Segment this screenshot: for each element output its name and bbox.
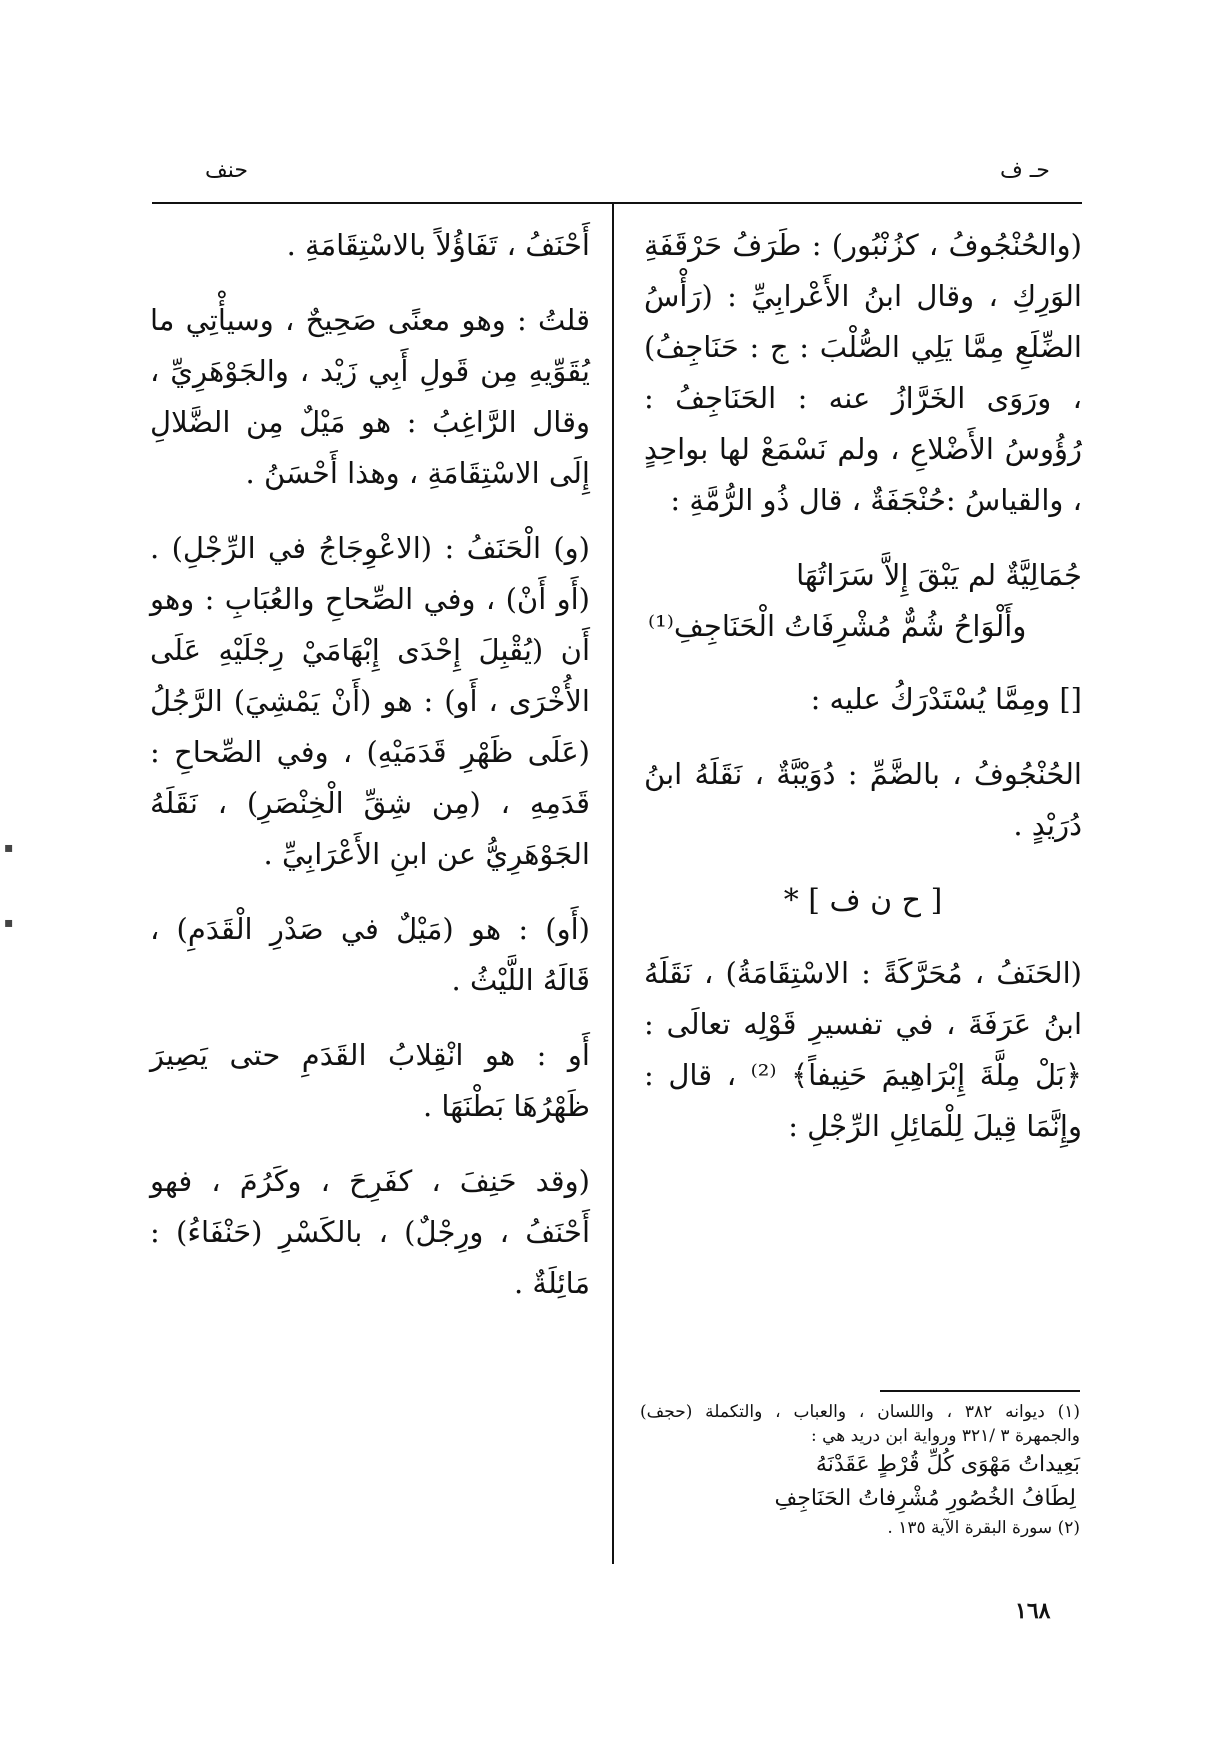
- scan-edge-mark: ▪: [4, 915, 14, 931]
- verse-second-hemistich: وأَلْوَاحُ شُمٌّ مُشْرِفَاتُ الْحَنَاجِفِ⁽¹⁾: [648, 609, 1027, 643]
- page-number: ١٦٨: [1015, 1598, 1051, 1624]
- footnote-2: (٢) سورة البقرة الآية ١٣٥ .: [887, 1518, 1080, 1538]
- footnote-verse-line-1: بَعِيداتُ مَهْوَى كُلِّ قُرْطٍ عَقَدْنَهُ: [815, 1452, 1080, 1477]
- left-paragraph-3: (و) الْحَنَفُ : (الاعْوِجَاجُ في الرِّجْلِ) . (أَو أَنْ) ، وفي الصِّحاحِ والعُبَابِ : وهو أَن (يُقْبِلَ إِحْدَى إِبْهَامَيْ رِجْلَيْهِ عَلَى الأُخْرَى ، أَو) : هو (أَنْ يَمْشِيَ) الرَّجُلُ (عَلَى ظَهْرِ قَدَمَيْهِ) ، وفي الصِّحاحِ : قَدَمِهِ ، (مِن شِقِّ الْخِنْصَرِ) ، نَقَلَهُ الجَوْهَرِيُّ عن ابنِ الأَعْرَابِيِّ .: [150, 531, 590, 871]
- footnote-1: (١) ديوانه ٣٨٢ ، واللسان ، والعباب ، والتكملة (حجف) والجمهرة ٣ /٣٢١ ورواية ابن دريد هي :: [640, 1402, 1081, 1446]
- left-paragraph-5: أَو : هو انْقِلابُ القَدَمِ حتى يَصِيرَ ظَهْرُهَا بَطْنَهَا .: [150, 1038, 590, 1123]
- left-paragraph-4: (أَو) : هو (مَيْلٌ في صَدْرِ الْقَدَمِ) ، قَالَهُ اللَّيْثُ .: [150, 912, 590, 997]
- verse-first-hemistich: جُمَالِيَّةٌ لم يَبْقَ إِلاَّ سَرَاتُهَا: [796, 558, 1082, 592]
- scan-edge-mark: ▪: [4, 840, 14, 856]
- column-divider: [612, 204, 614, 1564]
- footnote-rule: [880, 1390, 1080, 1392]
- addendum-paragraph: الحُنْجُوفُ ، بالضَّمِّ : دُوَيْبَّةٌ ، نَقَلَهُ ابنُ دُرَيْدٍ .: [644, 757, 1082, 842]
- left-paragraph-2: قلتُ : وهو معنًى صَحِيحٌ ، وسيأْتِي ما يُقَوِّيهِ مِن قَولِ أَبِي زَيْد ، والجَوْهَرِيِّ ، وقال الرَّاغِبُ : هو مَيْلٌ مِن الضَّلالِ إِلَى الاسْتِقَامَةِ ، وهذا أَحْسَنُ .: [150, 303, 590, 490]
- addendum-intro: [] ومِمَّا يُسْتَدْرَكُ عليه :: [810, 682, 1082, 716]
- root-heading: [ ح ن ف ] *: [783, 883, 943, 918]
- poetry-verse: [644, 550, 1082, 652]
- left-paragraph-1: أَحْنَفُ ، تَفَاؤُلاً بالاسْتِقَامَةِ .: [286, 228, 590, 262]
- header-rule: [152, 202, 1082, 204]
- left-paragraph-6: (وقد حَنِفَ ، كفَرِحَ ، وكَرُمَ ، فهو أَحْنَفُ ، ورِجْلٌ) ، بالكَسْرِ (حَنْفَاءُ) : مَائِلَةٌ .: [150, 1164, 590, 1300]
- entry-hunjuf-paragraph: (والحُنْجُوفُ ، كزُنْبُور) : طَرَفُ حَرْقَفَةِ الوَرِكِ ، وقال ابنُ الأَعْرابِيِّ : (رَأْسُ الضِّلَعِ مِمَّا يَلِي الصُّلْبَ : ج : حَنَاجِفُ) ، ورَوَى الخَرَّازُ عنه : الحَنَاجِفُ : رُؤُوسُ الأَضْلاعِ ، ولم نَسْمَعْ لها بواحِدٍ ، والقياسُ :حُنْجَفَةٌ ، قال ذُو الرُّمَّةِ :: [644, 228, 1082, 517]
- running-header-right: حـ ف: [1000, 158, 1050, 183]
- right-column: [644, 220, 1082, 1176]
- left-column: [150, 220, 590, 1333]
- entry-hanaf-paragraph: (الحَنَفُ ، مُحَرَّكَةً : الاسْتِقَامَةُ) ، نَقَلَهُ ابنُ عَرَفَةَ ، في تفسيرِ قَوْلِه تعالَى : ﴿بَلْ مِلَّةَ إِبْرَاهِيمَ حَنِيفاً﴾ ⁽²⁾ ، قال : وإِنَّمَا قِيلَ لِلْمَائِلِ الرِّجْلِ :: [644, 956, 1082, 1143]
- footnote-verse: [640, 1448, 1080, 1516]
- footnotes: [640, 1400, 1080, 1540]
- running-header-left: حنف: [205, 158, 249, 183]
- footnote-verse-line-2: لِطَافُ الخُصُورِ مُشْرِفاتُ الحَنَاجِفِ: [774, 1486, 1076, 1511]
